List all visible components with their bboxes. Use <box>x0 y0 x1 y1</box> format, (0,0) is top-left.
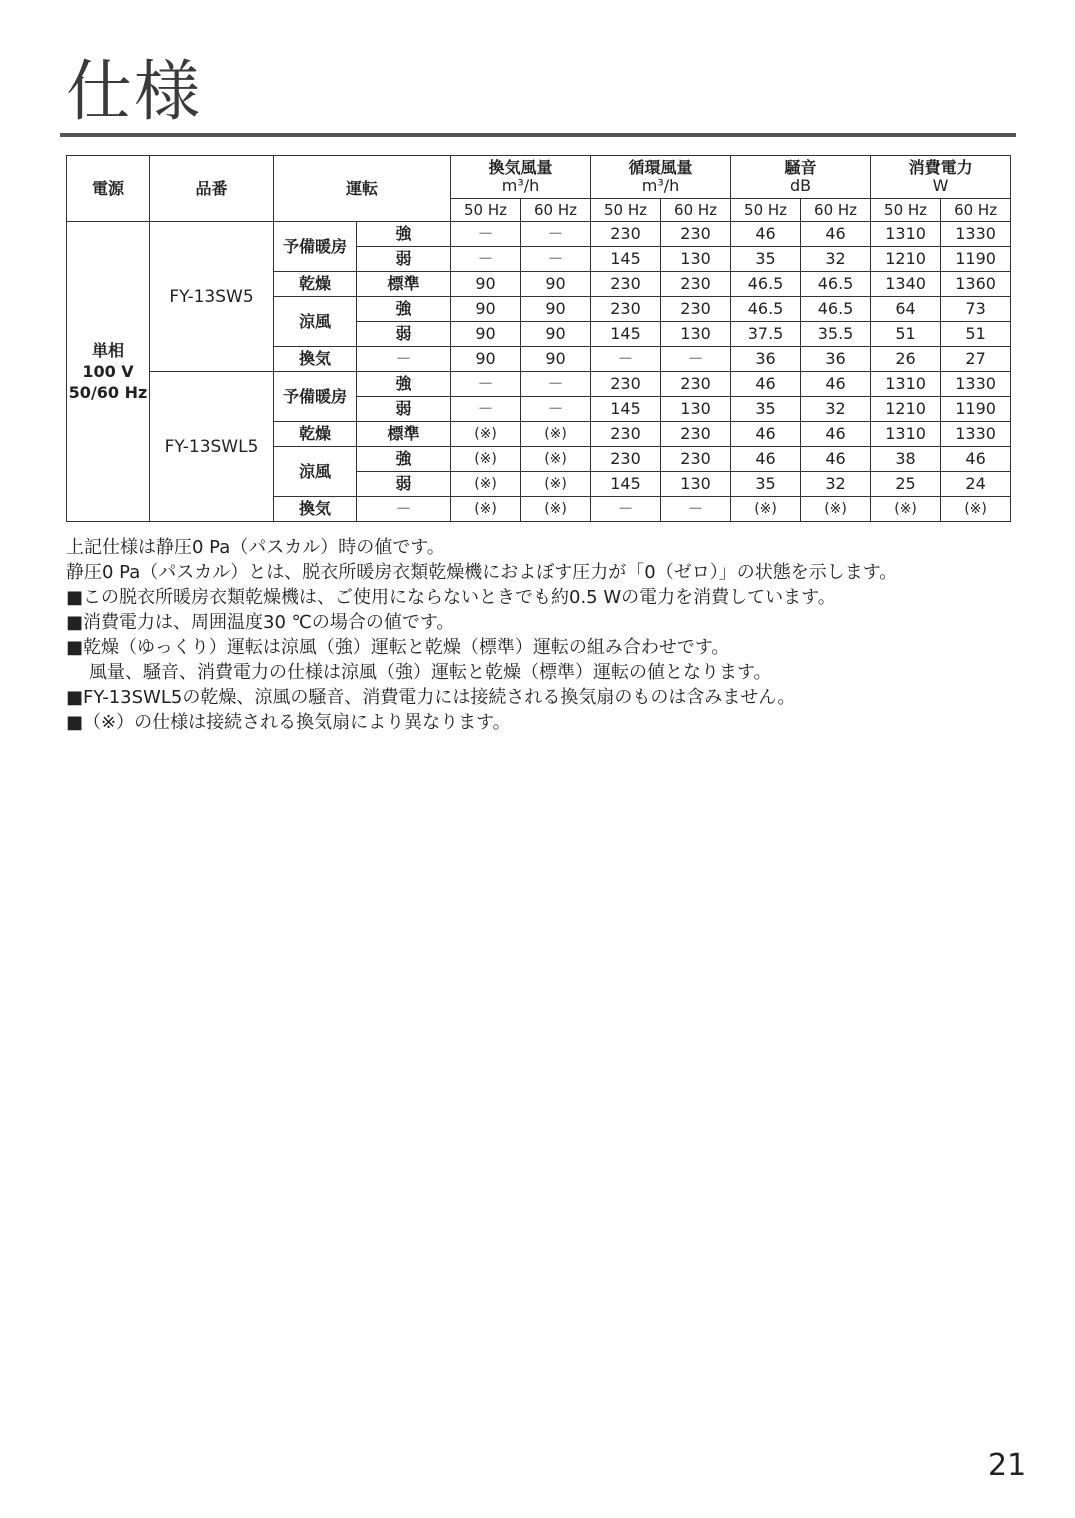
note-line: ■乾燥（ゆっくり）運転は涼風（強）運転と乾燥（標準）運転の組み合わせです。 <box>66 637 730 658</box>
cell: 230 <box>591 272 661 297</box>
header-power-consumption <box>871 156 1011 199</box>
cell: 46 <box>731 422 801 447</box>
spec-table <box>66 155 1011 522</box>
cell: 230 <box>591 222 661 247</box>
sub-strong: 強 <box>357 297 451 322</box>
cell: 230 <box>591 422 661 447</box>
mode-cool: 涼風 <box>274 447 357 497</box>
cell: 46.5 <box>731 297 801 322</box>
cell: 145 <box>591 472 661 497</box>
cell: 1330 <box>941 422 1011 447</box>
sub-standard: 標準 <box>357 422 451 447</box>
cell: 230 <box>591 372 661 397</box>
cell: － <box>451 372 521 397</box>
cell: 130 <box>661 322 731 347</box>
cell: 90 <box>521 297 591 322</box>
cell: (※) <box>451 472 521 497</box>
cell: 1310 <box>871 222 941 247</box>
cell: 32 <box>801 397 871 422</box>
cell: 230 <box>661 297 731 322</box>
cell: － <box>661 497 731 522</box>
note-line: ■この脱衣所暖房衣類乾燥機は、ご使用にならないときでも約0.5 Wの電力を消費しています。 <box>66 587 836 608</box>
header-circulation-label: 循環風量 <box>628 158 693 177</box>
cell: － <box>521 397 591 422</box>
table-row <box>67 222 1011 247</box>
header-operation: 運転 <box>274 156 451 222</box>
sub-standard: 標準 <box>357 272 451 297</box>
sub-strong: 強 <box>357 222 451 247</box>
cell: 1330 <box>941 372 1011 397</box>
cell: － <box>521 222 591 247</box>
cell: 1310 <box>871 372 941 397</box>
cell: 46 <box>941 447 1011 472</box>
cell: 35 <box>731 472 801 497</box>
cell: (※) <box>731 497 801 522</box>
cell: 90 <box>451 347 521 372</box>
cell: 1310 <box>871 422 941 447</box>
cell: 46 <box>801 222 871 247</box>
note-line: ■FY-13SWL5の乾燥、涼風の騒音、消費電力には接続される換気扇のものは含みません。 <box>66 687 796 708</box>
cell: － <box>451 247 521 272</box>
cell: 46 <box>801 447 871 472</box>
header-ventilation-unit: m³/h <box>501 176 540 195</box>
header-power-label: 消費電力 <box>908 158 973 177</box>
cell: 36 <box>801 347 871 372</box>
hz-header: 60 Hz <box>521 199 591 222</box>
cell: 90 <box>521 347 591 372</box>
power-source-line: 100 V <box>82 362 134 381</box>
hz-header: 50 Hz <box>731 199 801 222</box>
cell: 90 <box>451 322 521 347</box>
mode-preheat: 予備暖房 <box>274 222 357 272</box>
header-noise-label: 騒音 <box>784 158 817 177</box>
cell: 1360 <box>941 272 1011 297</box>
cell: 1210 <box>871 247 941 272</box>
cell: － <box>521 372 591 397</box>
cell: 90 <box>451 272 521 297</box>
cell: 230 <box>661 447 731 472</box>
header-ventilation-label: 換気風量 <box>488 158 553 177</box>
cell: 46 <box>731 222 801 247</box>
hz-header: 50 Hz <box>451 199 521 222</box>
mode-vent: 換気 <box>274 497 357 522</box>
table-row <box>67 372 1011 397</box>
cell: (※) <box>521 497 591 522</box>
power-source-cell <box>67 222 150 522</box>
note-line: 静圧0 Pa（パスカル）とは、脱衣所暖房衣類乾燥機におよぼす圧力が「0（ゼロ）」の状態を示します。 <box>66 562 898 583</box>
cell: (※) <box>521 422 591 447</box>
cell: (※) <box>451 447 521 472</box>
note-line: 上記仕様は静圧0 Pa（パスカル）時の値です。 <box>66 537 445 558</box>
note-line: ■（※）の仕様は接続される換気扇により異なります。 <box>66 712 511 733</box>
mode-cool: 涼風 <box>274 297 357 347</box>
cell: 27 <box>941 347 1011 372</box>
header-noise <box>731 156 871 199</box>
cell: 90 <box>521 272 591 297</box>
cell: 230 <box>661 422 731 447</box>
header-circulation-unit: m³/h <box>641 176 680 195</box>
model-cell: FY-13SW5 <box>150 222 274 372</box>
cell: 73 <box>941 297 1011 322</box>
cell: 25 <box>871 472 941 497</box>
cell: 130 <box>661 247 731 272</box>
hz-header: 60 Hz <box>941 199 1011 222</box>
cell: (※) <box>451 497 521 522</box>
cell: 36 <box>731 347 801 372</box>
cell: 145 <box>591 397 661 422</box>
note-line: ■消費電力は、周囲温度30 ℃の場合の値です。 <box>66 612 455 633</box>
cell: 46 <box>731 447 801 472</box>
cell: 1210 <box>871 397 941 422</box>
cell: 64 <box>871 297 941 322</box>
page-number: 21 <box>988 1448 1027 1483</box>
cell: 145 <box>591 322 661 347</box>
cell: 35 <box>731 247 801 272</box>
sub-weak: 弱 <box>357 322 451 347</box>
cell: 130 <box>661 397 731 422</box>
header-circulation-airflow <box>591 156 731 199</box>
cell: 230 <box>661 222 731 247</box>
cell: (※) <box>521 447 591 472</box>
cell: 145 <box>591 247 661 272</box>
cell: － <box>591 347 661 372</box>
cell: 230 <box>591 447 661 472</box>
cell: 90 <box>521 322 591 347</box>
cell: 1340 <box>871 272 941 297</box>
cell: 51 <box>941 322 1011 347</box>
sub-strong: 強 <box>357 372 451 397</box>
mode-preheat: 予備暖房 <box>274 372 357 422</box>
page-title: 仕様 <box>66 53 202 130</box>
header-power-unit: W <box>932 176 949 195</box>
note-line: 風量、騒音、消費電力の仕様は涼風（強）運転と乾燥（標準）運転の値となります。 <box>89 662 772 683</box>
cell: 46.5 <box>731 272 801 297</box>
cell: 1330 <box>941 222 1011 247</box>
cell: 46 <box>801 372 871 397</box>
model-cell: FY-13SWL5 <box>150 372 274 522</box>
cell: 46 <box>801 422 871 447</box>
sub-dash: － <box>357 497 451 522</box>
cell: (※) <box>801 497 871 522</box>
cell: (※) <box>941 497 1011 522</box>
cell: 38 <box>871 447 941 472</box>
cell: 1190 <box>941 247 1011 272</box>
hz-header: 50 Hz <box>871 199 941 222</box>
cell: － <box>591 497 661 522</box>
title-divider <box>60 133 1016 137</box>
header-noise-unit: dB <box>789 176 812 195</box>
cell: 46.5 <box>801 297 871 322</box>
cell: 35.5 <box>801 322 871 347</box>
cell: (※) <box>521 472 591 497</box>
cell: (※) <box>451 422 521 447</box>
cell: 37.5 <box>731 322 801 347</box>
cell: 46.5 <box>801 272 871 297</box>
cell: 35 <box>731 397 801 422</box>
hz-header: 60 Hz <box>661 199 731 222</box>
cell: 32 <box>801 472 871 497</box>
cell: (※) <box>871 497 941 522</box>
sub-dash: － <box>357 347 451 372</box>
sub-weak: 弱 <box>357 247 451 272</box>
cell: 1190 <box>941 397 1011 422</box>
power-source-line: 単相 <box>91 341 124 360</box>
cell: 230 <box>591 297 661 322</box>
sub-strong: 強 <box>357 447 451 472</box>
header-ventilation-airflow <box>451 156 591 199</box>
cell: 46 <box>731 372 801 397</box>
cell: 51 <box>871 322 941 347</box>
cell: － <box>451 222 521 247</box>
cell: － <box>521 247 591 272</box>
cell: 230 <box>661 272 731 297</box>
mode-vent: 換気 <box>274 347 357 372</box>
mode-dry: 乾燥 <box>274 422 357 447</box>
sub-weak: 弱 <box>357 397 451 422</box>
cell: 130 <box>661 472 731 497</box>
notes <box>66 535 1016 735</box>
header-power-source: 電源 <box>67 156 150 222</box>
power-source-line: 50/60 Hz <box>68 383 148 402</box>
header-model: 品番 <box>150 156 274 222</box>
power-source-text <box>67 340 149 403</box>
sub-weak: 弱 <box>357 472 451 497</box>
cell: － <box>451 397 521 422</box>
cell: 24 <box>941 472 1011 497</box>
hz-header: 50 Hz <box>591 199 661 222</box>
cell: 90 <box>451 297 521 322</box>
cell: 230 <box>661 372 731 397</box>
hz-header: 60 Hz <box>801 199 871 222</box>
cell: 32 <box>801 247 871 272</box>
cell: 26 <box>871 347 941 372</box>
mode-dry: 乾燥 <box>274 272 357 297</box>
cell: － <box>661 347 731 372</box>
